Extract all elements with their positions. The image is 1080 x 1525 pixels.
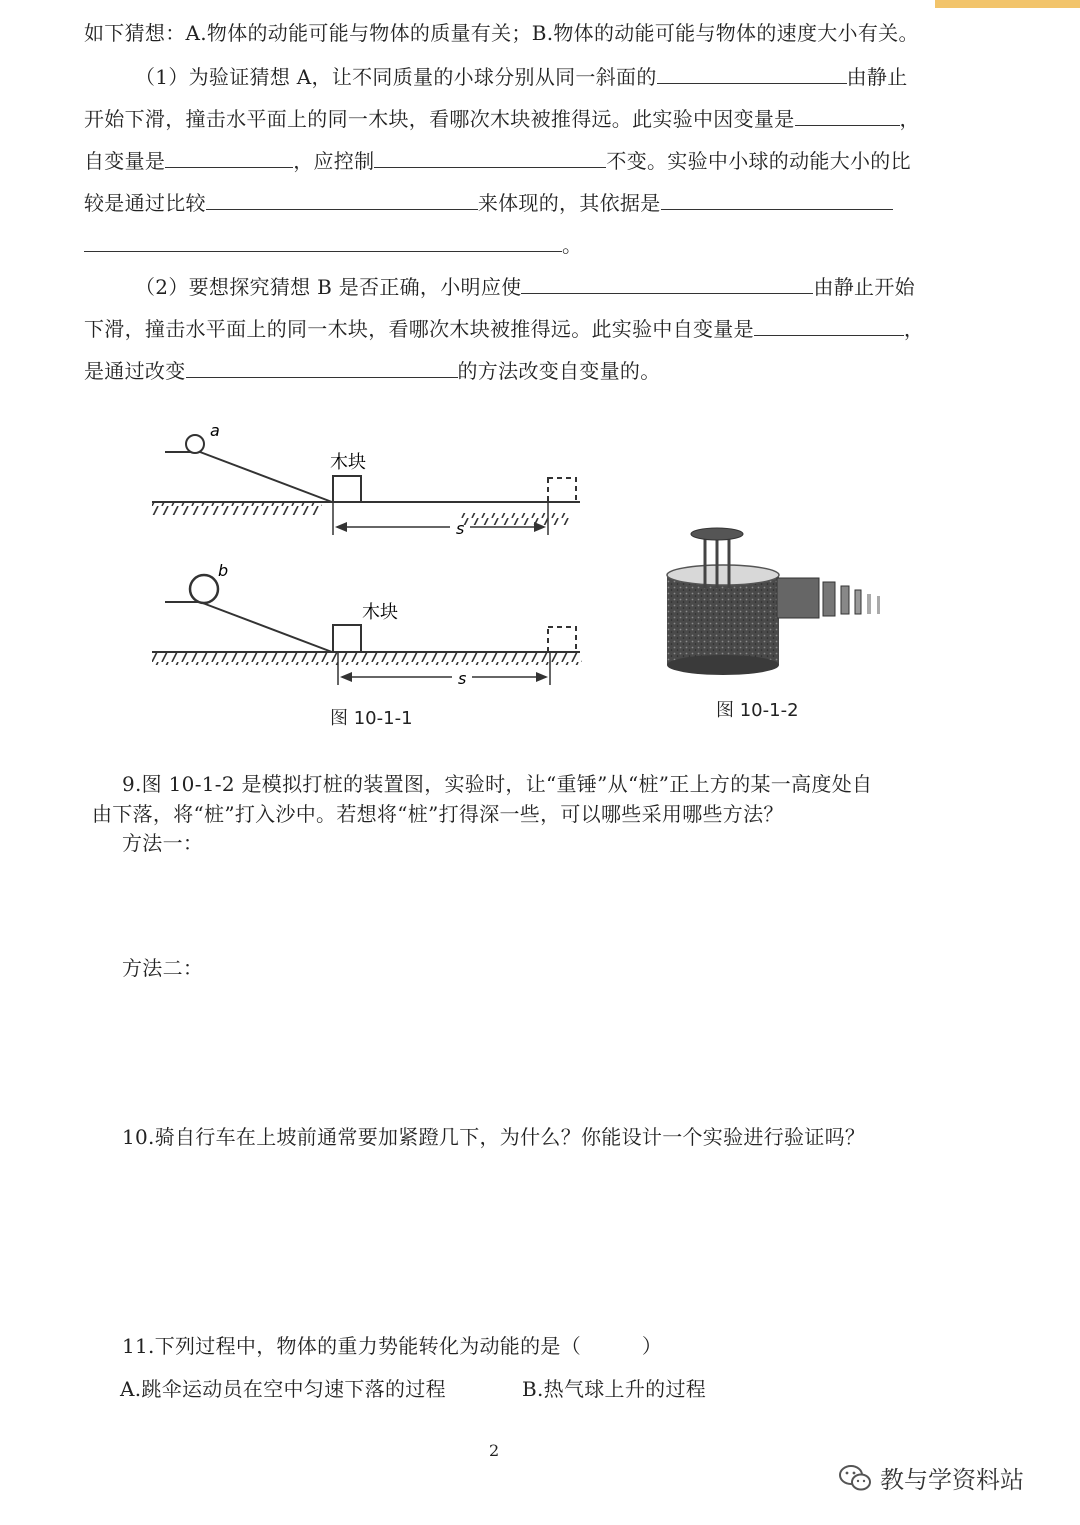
text: 是通过改变 <box>84 359 186 383</box>
ground-hatch <box>152 503 322 515</box>
text: 由静止 <box>846 65 908 89</box>
ball-b-label: b <box>218 561 229 580</box>
text: ， <box>903 317 925 341</box>
text: 的方法改变自变量的。 <box>457 359 661 383</box>
text: 下滑，撞击水平面上的同一木块，看哪次木块被推得远。此实验中自变量是 <box>84 317 754 341</box>
block-final-position <box>548 627 576 652</box>
question-2-line-1 <box>135 273 915 300</box>
question-2-line-3 <box>84 357 661 384</box>
question-1-line-4 <box>84 189 893 216</box>
method-one-label: 方法一： <box>122 831 204 855</box>
question-9-line-2: 由下落，将“桩”打入沙中。若想将“桩”打得深一些，可以哪些采用哪些方法？ <box>92 802 784 826</box>
text: 来体现的，其依据是 <box>477 191 661 215</box>
block-label: 木块 <box>330 452 366 473</box>
upper-setup <box>152 421 580 538</box>
question-1-line-1 <box>135 63 908 90</box>
ball-a-label: a <box>210 421 220 440</box>
question-1-line-2 <box>84 105 920 132</box>
answer-blank[interactable] <box>657 63 847 84</box>
answer-blank[interactable] <box>165 147 293 168</box>
text: 由静止开始 <box>813 275 915 299</box>
pile-driver-apparatus <box>667 528 880 675</box>
ramp-slope <box>200 602 332 652</box>
figure-2-caption: 图 10-1-2 <box>716 700 799 721</box>
figure-10-1-1 <box>140 410 600 700</box>
figure-10-1-2 <box>655 520 895 680</box>
distance-label: s <box>456 519 465 538</box>
answer-blank[interactable] <box>374 147 606 168</box>
wood-block-icon <box>333 625 361 652</box>
text-line-1: 如下猜想：A.物体的动能可能与物体的质量有关；B.物体的动能可能与物体的速度大小有关。 <box>84 21 919 45</box>
text: （2）要想探究猜想 B 是否正确，小明应使 <box>135 275 522 299</box>
question-11: 11.下列过程中，物体的重力势能转化为动能的是（ ） <box>122 1334 663 1358</box>
answer-blank[interactable] <box>84 231 562 252</box>
text: 较是通过比较 <box>84 191 206 215</box>
question-10: 10.骑自行车在上坡前通常要加紧蹬几下，为什么？你能设计一个实验进行验证吗？ <box>122 1125 866 1149</box>
answer-blank[interactable] <box>521 273 813 294</box>
block-label: 木块 <box>362 602 398 623</box>
watermark <box>838 1460 1024 1495</box>
wood-block-icon <box>333 476 361 502</box>
lower-setup <box>152 561 582 688</box>
option-b: B.热气球上升的过程 <box>522 1377 707 1401</box>
top-accent-bar <box>935 0 1080 8</box>
ball-b-icon <box>190 575 218 603</box>
question-9-line-1: 9.图 10-1-2 是模拟打桩的装置图，实验时，让“重锤”从“桩”正上方的某一高度处自 <box>122 772 873 796</box>
wechat-icon <box>838 1463 872 1493</box>
text: 。 <box>562 233 583 257</box>
answer-blank[interactable] <box>206 189 478 210</box>
answer-blank[interactable] <box>795 105 900 126</box>
stake-icon <box>777 578 819 618</box>
text: 开始下滑，撞击水平面上的同一木块，看哪次木块被推得远。此实验中因变量是 <box>84 107 795 131</box>
question-1-line-3 <box>84 147 911 174</box>
question-1-line-5 <box>84 231 582 258</box>
question-2-line-2 <box>84 315 924 342</box>
method-two-label: 方法二： <box>122 956 204 980</box>
text: 自变量是 <box>84 149 166 173</box>
ground-hatch <box>460 513 570 525</box>
ramp-slope <box>200 452 332 502</box>
ground-hatch <box>152 653 582 665</box>
ball-a-icon <box>186 435 204 453</box>
page-number: 2 <box>489 1441 500 1460</box>
answer-blank[interactable] <box>186 357 458 378</box>
sand-container <box>667 575 779 665</box>
watermark-text: 教与学资料站 <box>880 1466 1024 1494</box>
block-final-position <box>548 478 576 502</box>
answer-blank[interactable] <box>754 315 904 336</box>
text: （1）为验证猜想 A，让不同质量的小球分别从同一斜面的 <box>135 65 657 89</box>
distance-label: s <box>458 669 467 688</box>
text: ，应控制 <box>293 149 375 173</box>
answer-blank[interactable] <box>661 189 893 210</box>
text: ， <box>899 107 920 131</box>
option-a: A.跳伞运动员在空中匀速下落的过程 <box>120 1377 446 1401</box>
text: 不变。实验中小球的动能大小的比 <box>606 149 911 173</box>
hammer-weight-icon <box>691 528 743 540</box>
figure-1-caption: 图 10-1-1 <box>330 708 413 729</box>
